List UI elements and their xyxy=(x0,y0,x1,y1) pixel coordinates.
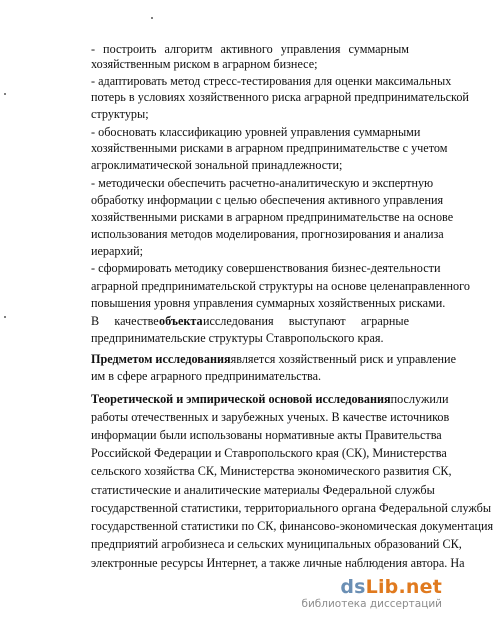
theory-paragraph-line xyxy=(91,391,449,407)
text-line: государственной статистики по СК, финансово-экономическая документация xyxy=(91,519,493,533)
text-line: хозяйственными рисками в аграрном предпринимательстве на основе xyxy=(91,210,454,224)
object-bold-word: объекта xyxy=(159,314,203,328)
text-line: им в сфере аграрного предпринимательства. xyxy=(91,369,322,383)
text-line: повышения уровня управления суммарных хозяйственных рисками. xyxy=(91,296,446,310)
text-line: - построить алгоритм активного управления суммарным xyxy=(91,42,409,56)
text-line: хозяйственным риском в аграрном бизнесе; xyxy=(91,57,318,71)
text-line: работы отечественных и зарубежных ученых. В качестве источников xyxy=(91,410,450,424)
text-line: структуры; xyxy=(91,107,149,121)
text-line: - обосновать классификацию уровней управления суммарными xyxy=(91,125,421,139)
dslib-logo-left: ds xyxy=(340,576,366,598)
text-line: - методически обеспечить расчетно-аналитическую и экспертную xyxy=(91,176,434,190)
text-line: потерь в условиях хозяйственного риска аграрной предпринимательской xyxy=(91,90,469,104)
theory-bold-phrase: Теоретической и эмпирической основой исследования xyxy=(91,392,391,406)
object-prefix: В качестве xyxy=(91,314,159,328)
text-line: статистические и аналитические материалы Федеральной службы xyxy=(91,483,435,497)
text-line: государственной статистики, территориального органа Федеральной службы xyxy=(91,501,492,515)
text-line: предпринимательские структуры Ставропольского края. xyxy=(91,331,384,345)
text-line: обработку информации с целью обеспечения активного управления xyxy=(91,193,444,207)
text-line: агроклиматической зональной принадлежности; xyxy=(91,158,343,172)
text-line: информации были использованы нормативные акты Правительства xyxy=(91,428,442,442)
subject-bold-phrase: Предметом исследования xyxy=(91,352,231,366)
subject-paragraph-line xyxy=(91,351,456,367)
scan-speck xyxy=(151,17,153,19)
scan-speck xyxy=(4,93,6,95)
text-line: - адаптировать метод стресс-тестирования для оценки максимальных xyxy=(91,74,452,88)
text-line: использования методов моделирования, прогнозирования и анализа xyxy=(91,227,444,241)
theory-rest: послужили xyxy=(390,392,449,406)
text-line: иерархий; xyxy=(91,244,144,258)
object-paragraph-line xyxy=(91,313,409,329)
dslib-watermark xyxy=(292,576,442,612)
text-line: сельского хозяйства СК, Министерства экономического развития СК, xyxy=(91,464,452,478)
text-line: электронные ресурсы Интернет, а также личные наблюдения автора. На xyxy=(91,556,465,570)
text-line: предприятий агробизнеса и сельских муниципальных образований СК, xyxy=(91,537,462,551)
text-line: аграрной предпринимательской структуры на основе целенаправленного xyxy=(91,279,470,293)
dslib-logo-right: Lib.net xyxy=(365,576,442,598)
dslib-logo xyxy=(340,576,442,598)
text-line: Российской Федерации и Ставропольского края (СК), Министерства xyxy=(91,446,447,460)
scan-speck xyxy=(4,316,6,318)
dslib-subtitle: библиотека диссертаций xyxy=(301,598,442,610)
subject-rest: является хозяйственный риск и управление xyxy=(230,352,456,366)
object-suffix: исследования выступают аграрные xyxy=(202,314,409,328)
text-line: - сформировать методику совершенствования бизнес-деятельности xyxy=(91,261,441,275)
text-line: хозяйственными рисками в аграрном предпринимательстве с учетом xyxy=(91,141,448,155)
